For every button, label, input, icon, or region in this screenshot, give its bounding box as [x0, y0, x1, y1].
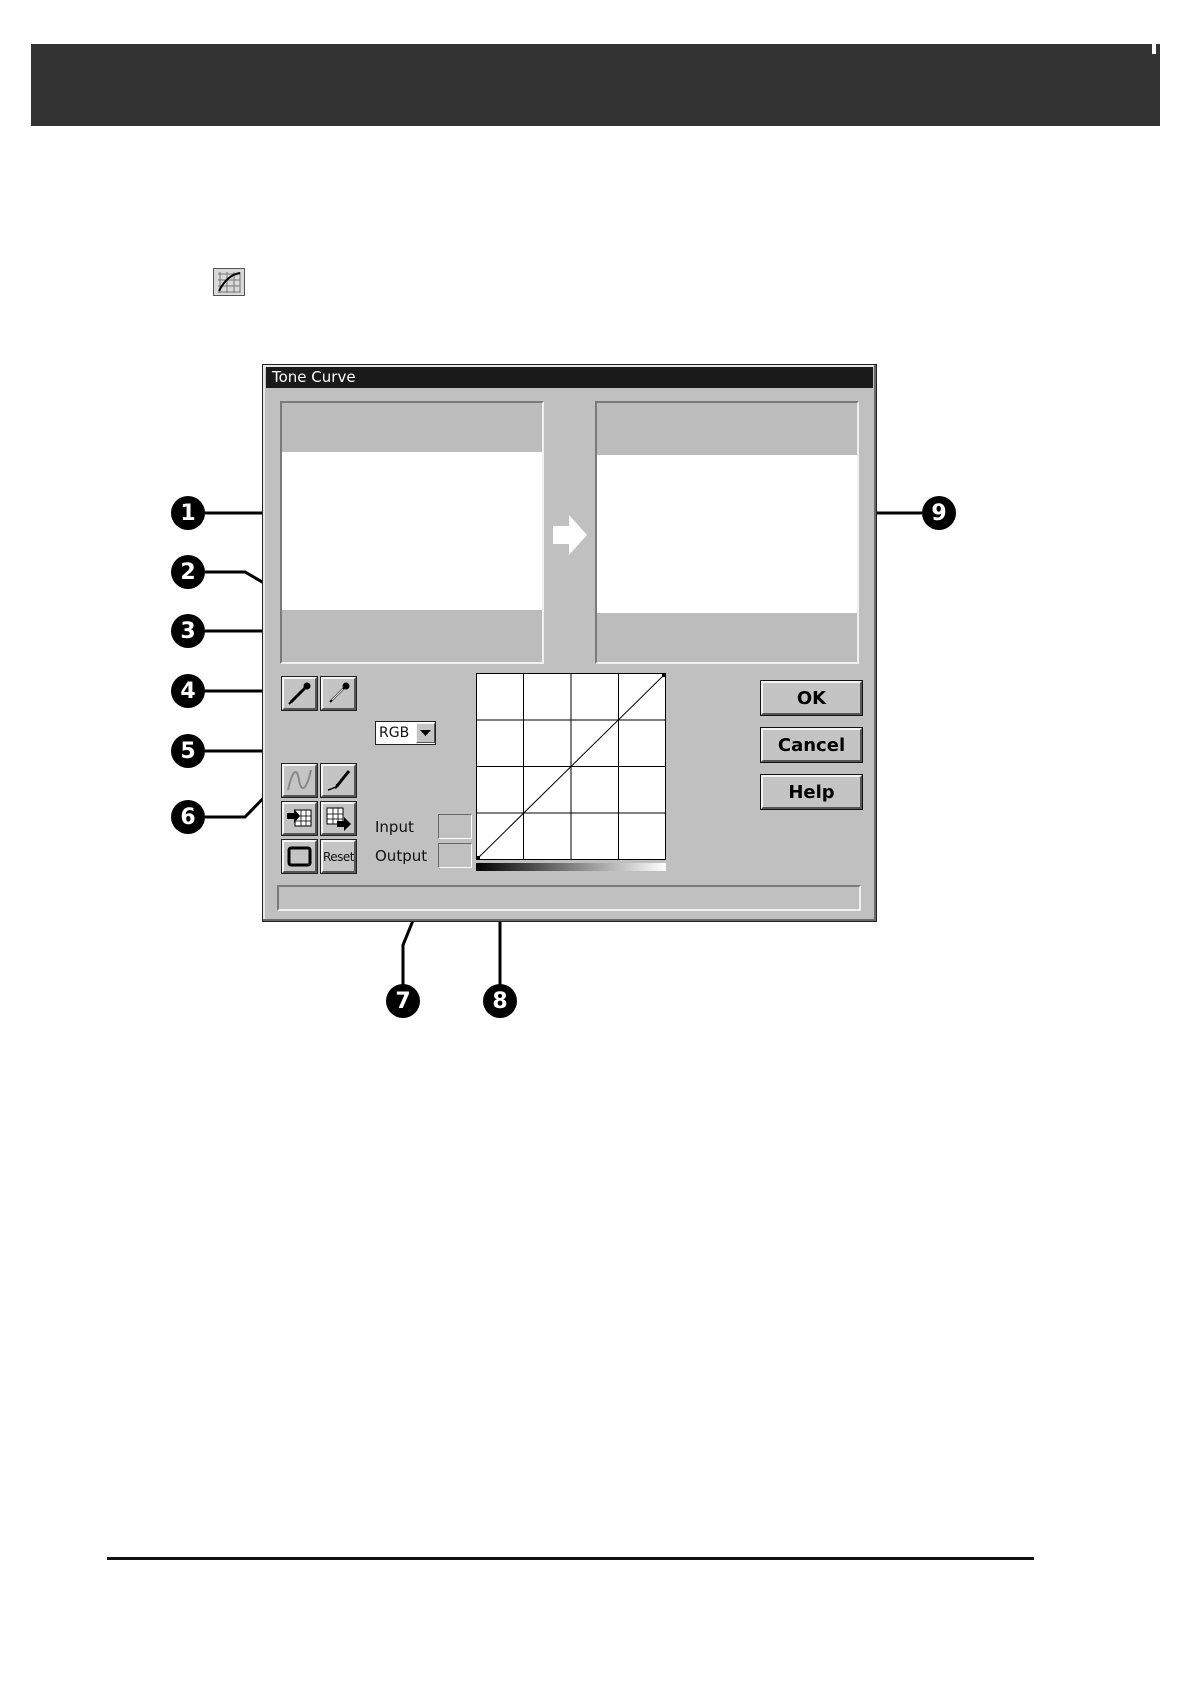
tone-curve-icon — [213, 268, 245, 296]
reset-button[interactable] — [321, 840, 356, 873]
shadow-eyedropper-button[interactable] — [282, 677, 317, 710]
before-preview-image — [282, 452, 542, 610]
gray-ramp — [476, 863, 666, 871]
tone-curve-dialog — [262, 364, 877, 922]
tone-curve-grid — [476, 673, 667, 872]
cancel-button[interactable] — [761, 728, 862, 762]
eyedropper-icon — [284, 679, 315, 708]
eyedropper-icon — [323, 679, 354, 708]
callout-8: 8 — [483, 984, 517, 1018]
callout-3: 3 — [171, 614, 205, 648]
input-label: Input — [375, 818, 414, 836]
save-curve-button[interactable] — [321, 802, 356, 835]
frame-icon — [284, 842, 315, 871]
ok-button[interactable] — [761, 681, 862, 715]
highlight-eyedropper-button[interactable] — [321, 677, 356, 710]
channel-select-value: RGB — [379, 725, 410, 741]
channel-select[interactable] — [375, 721, 436, 745]
save-curve-icon — [323, 804, 354, 833]
output-label: Output — [375, 847, 428, 865]
tone-curve-graph[interactable] — [476, 673, 667, 872]
ok-button-label: OK — [796, 687, 827, 709]
dialog-title: Tone Curve — [272, 368, 356, 386]
frame-button[interactable] — [282, 840, 317, 873]
curve-point-shadow — [476, 856, 480, 860]
curve-mode-button[interactable] — [282, 764, 317, 797]
callout-5: 5 — [171, 734, 205, 768]
channel-dropdown-button[interactable] — [416, 723, 435, 743]
freehand-mode-button[interactable] — [321, 764, 356, 797]
callout-2: 2 — [171, 555, 205, 589]
before-preview-pane — [280, 401, 544, 664]
load-curve-button[interactable] — [282, 802, 317, 835]
load-curve-icon — [284, 804, 315, 833]
after-preview-pane — [595, 401, 859, 664]
page-header-bar — [31, 44, 1160, 126]
title-bar — [266, 367, 873, 388]
reset-button-label: Reset — [322, 849, 355, 864]
callout-7: 7 — [386, 984, 420, 1018]
callout-6: 6 — [171, 800, 205, 834]
status-bar — [277, 885, 861, 911]
help-button-label: Help — [788, 781, 835, 803]
bottom-rule — [107, 1557, 1034, 1560]
callout-4: 4 — [171, 674, 205, 708]
curve-point-highlight — [662, 673, 666, 677]
curve-icon — [284, 766, 315, 795]
header-mark — [1152, 44, 1156, 54]
cancel-button-label: Cancel — [777, 734, 846, 756]
pencil-icon — [323, 766, 354, 795]
callout-9: 9 — [922, 496, 956, 530]
right-arrow-icon — [551, 513, 591, 557]
callout-1: 1 — [171, 496, 205, 530]
help-button[interactable] — [761, 775, 862, 809]
output-value-field[interactable] — [438, 843, 472, 868]
input-value-field[interactable] — [438, 814, 472, 839]
after-preview-image — [597, 455, 857, 613]
chevron-down-icon — [417, 724, 434, 742]
